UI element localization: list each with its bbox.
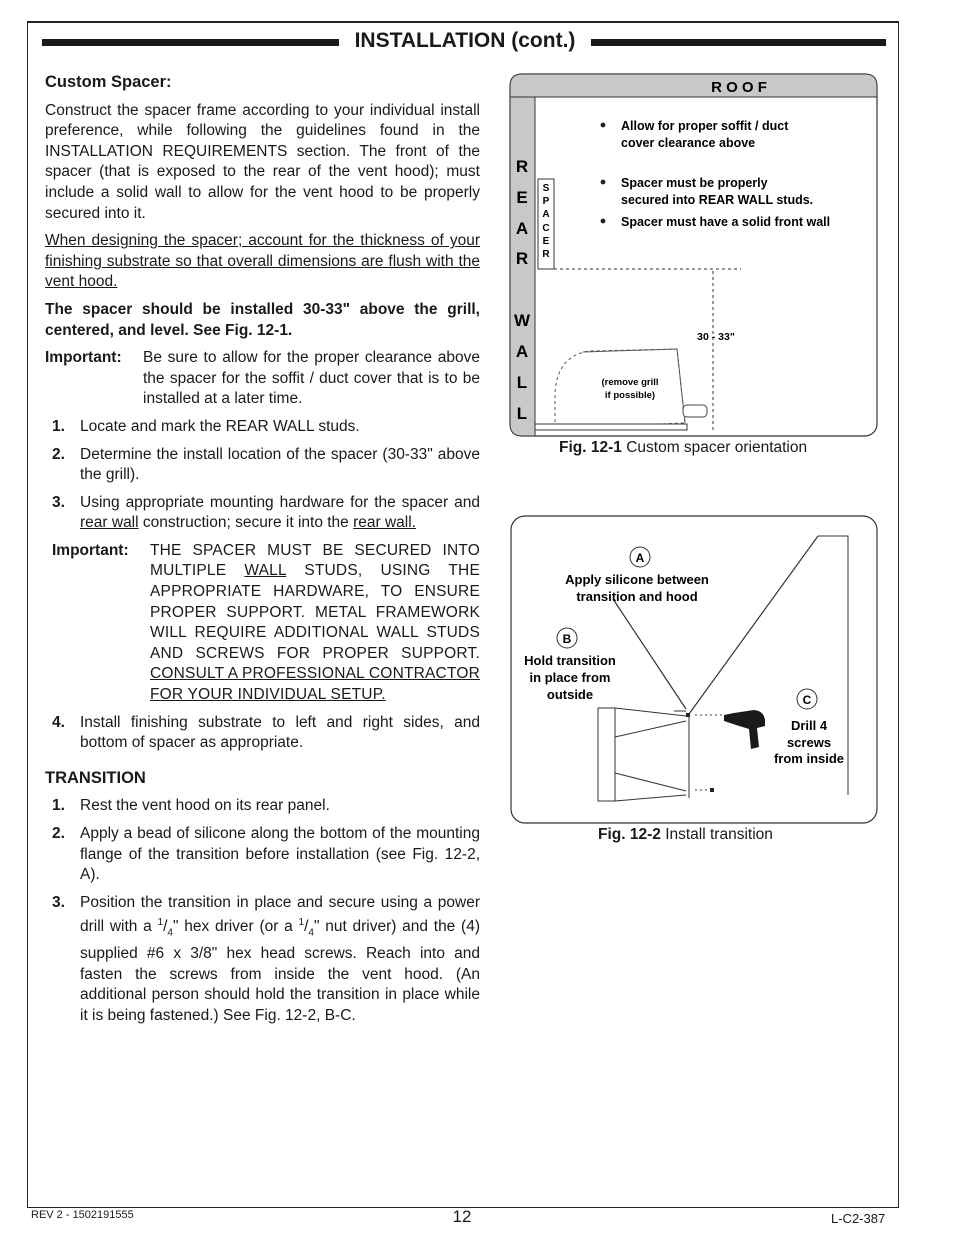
important-label: Important: (45, 349, 122, 367)
fig-12-2-diagram (510, 515, 879, 826)
rear-wall-letter: E (516, 188, 528, 207)
custom-spacer-paragraph-3: The spacer should be installed 30-33" above the grill, centered, and level. See Fig. 12-1. (45, 300, 480, 339)
fig-12-1-caption: Fig. 12-1 Custom spacer orientation (559, 439, 808, 456)
step-text: Using appropriate mounting hardware for the spacer and rear wall construction; secure it into the rear wall. (80, 493, 480, 532)
custom-spacer-paragraph-1: Construct the spacer frame according to your individual install preference, while following the guidelines found in the INSTALLATION REQUIREMENTS section. The front of the spacer (that is exposed to the rear of the vent hood); must include a solid wall to allow for the vent hood to be properly secured into it. (45, 101, 480, 222)
a-text-line-1: Apply silicone between (565, 572, 709, 587)
step-text: Position the transition in place and secure using a power drill with a $^1/_4$" hex driver (or a $^1/_4$" nut driver) and the (4) supplied #6 x 3/8" hex head screws. Reach into and fasten the screws from inside the vent hood. (An additional person should hold the transition in place while it is being fastened.) See Fig. 12-2, B-C. (80, 893, 480, 1024)
step-text: Locate and mark the REAR WALL studs. (80, 417, 360, 435)
grill-note-line-2: if possible) (604, 390, 656, 401)
top-rule (27, 21, 899, 23)
b-text-line-2: in place from (529, 670, 611, 685)
important-note-2 (45, 541, 480, 706)
bullet-dot (601, 219, 606, 224)
custom-spacer-heading: Custom Spacer: (45, 73, 172, 91)
fig-12-2-caption: Fig. 12-2 Install transition (598, 826, 773, 843)
step-text: Install finishing substrate to left and right sides, and bottom of spacer as appropriate. (80, 713, 480, 752)
page-title: INSTALLATION (cont.) (354, 29, 576, 52)
step-number: 2. (52, 445, 65, 463)
page-number: 12 (452, 1207, 472, 1226)
transition-heading: TRANSITION (45, 768, 146, 787)
spacer-letter: A (542, 209, 550, 220)
bullet-3: Spacer must have a solid front wall (621, 215, 831, 229)
important-text: THE SPACER MUST BE SECURED INTO MULTIPLE WALL STUDS, USING THE APPROPRIATE HARDWARE, TO ENSURE PROPER SUPPORT. METAL FRAMEWORK WILL REQUIRE ADDITIONAL WALL STUDS AND SCREWS FOR PROPER SUPPORT. CONSULT A PROFESSIONAL CONTRACTOR FOR YOUR INDIVIDUAL SETUP. (150, 541, 480, 704)
bullet-2-line-2: secured into REAR WALL studs. (621, 193, 814, 207)
step-text: Rest the vent hood on its rear panel. (80, 797, 330, 815)
bullet-1-line-2: cover clearance above (621, 136, 756, 150)
marker-c: C (802, 693, 812, 707)
dimension-label: 30 - 33" (697, 331, 735, 343)
custom-spacer-paragraph-2: When designing the spacer; account for the thickness of your finishing substrate so that overall dimensions are flush with the vent hood. (45, 232, 480, 291)
spacer-letter: P (542, 196, 550, 207)
grill-handle (683, 405, 707, 417)
marker-b: B (562, 632, 572, 646)
bullet-dot (601, 123, 606, 128)
rear-wall-letter: L (516, 373, 528, 392)
grill-outline (555, 349, 685, 428)
b-text-line-1: Hold transition (524, 653, 616, 668)
fig-12-1-diagram (509, 73, 879, 439)
transition-step-1 (45, 796, 480, 817)
c-text-line-2: screws (786, 735, 832, 750)
left-column (45, 72, 480, 1034)
header-bar-right (591, 39, 886, 46)
c-text-line-3: from inside (773, 751, 845, 766)
bullet-dot (601, 180, 606, 185)
step-number: 3. (52, 493, 65, 511)
step-number: 3. (52, 893, 65, 911)
a-text-line-2: transition and hood (576, 589, 698, 604)
spacer-letter: C (542, 223, 550, 234)
c-text-line-1: Drill 4 (790, 718, 828, 733)
b-text-line-3: outside (546, 687, 594, 702)
grill-note-line-1: (remove grill (601, 377, 659, 388)
spacer-letter: S (542, 183, 550, 194)
rear-wall-letter: L (516, 404, 528, 423)
important-label: Important: (52, 541, 129, 559)
bullet-2-line-1: Spacer must be properly (621, 176, 768, 190)
marker-a: A (635, 551, 645, 565)
step-number: 2. (52, 825, 65, 842)
transition-step-3 (45, 893, 480, 1027)
step-number: 1. (52, 417, 65, 435)
spacer-step-2 (45, 445, 480, 486)
spacer-step-1 (45, 417, 480, 438)
rear-wall-letter: R (515, 249, 529, 268)
roof-label: R O O F (711, 79, 767, 96)
transition-step-2 (45, 824, 480, 886)
rear-wall-letter: A (515, 342, 529, 361)
document-code: L-C2-387 (831, 1211, 886, 1226)
spacer-letter: R (542, 249, 550, 260)
important-text: Be sure to allow for the proper clearance above the spacer for the soffit / duct cover that is to be installed at a later time. (143, 349, 480, 408)
header-bar-left (42, 39, 339, 46)
step-text: Determine the install location of the spacer (30-33" above the grill). (80, 445, 480, 484)
spacer-step-4 (45, 713, 480, 754)
revision-label: REV 2 - 1502191555 (31, 1209, 134, 1221)
bullet-1-line-1: Allow for proper soffit / duct (621, 119, 789, 133)
grill-base (535, 424, 687, 430)
spacer-letter: E (542, 236, 550, 247)
important-note-1 (45, 348, 480, 410)
step-number: 1. (52, 797, 65, 815)
step-text: Apply a bead of silicone along the bottom of the mounting flange of the transition before installation (see Fig. 12-2, A). (80, 825, 480, 884)
step-number: 4. (52, 713, 65, 731)
spacer-step-3 (45, 493, 480, 534)
rear-wall-letter: R (515, 157, 529, 176)
rear-wall-letter: W (513, 311, 531, 330)
rear-wall-letter: A (515, 219, 529, 238)
